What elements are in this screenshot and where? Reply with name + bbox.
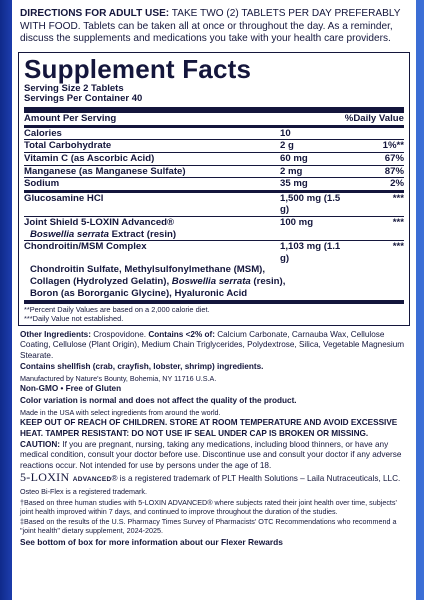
chondroitin-amount: 1,103 mg (1.1 g) [280, 241, 341, 264]
made-in: Made in the USA with select ingredients from around the world. [20, 407, 221, 417]
chondroitin-line3: Boron (as Bororganic Glycine), Hyaluronic Acid [30, 287, 248, 299]
facts-header-row [24, 113, 404, 125]
directions-dose: TAKE TWO (2) TABLETS PER DAY PREFERABLY WITH FOOD. [20, 8, 401, 32]
chondroitin-name: Chondroitin/MSM Complex [24, 241, 147, 253]
table-row [24, 165, 404, 178]
osteo-trademark: Osteo Bi-Flex is a registered trademark. [20, 487, 148, 497]
chondroitin-line2a: Collagen (Hydrolyzed Gelatin), [30, 275, 172, 287]
chondroitin-line2-italic: Boswellia serrata [171, 275, 251, 287]
nutrient-amount: 10 [280, 127, 291, 139]
table-row [24, 139, 404, 152]
nutrient-amount: 1,500 mg (1.5 g) [280, 192, 341, 216]
nutrient-dv: 67% [384, 152, 404, 164]
nutrient-name: Manganese (as Manganese Sulfate) [24, 165, 186, 177]
footnote-not-established: ***Daily Value not established. [24, 314, 124, 324]
nutrient-name: Total Carbohydrate [24, 140, 112, 152]
nutrient-dv: 1%** [382, 140, 404, 152]
nutrient-name: Sodium [24, 178, 60, 190]
shellfish-warning: Contains shellfish (crab, crayfish, lobster, shrimp) ingredients. [20, 362, 264, 372]
manufacturer: Manufactured by Nature's Bounty, Bohemia, NY 11716 U.S.A. [20, 373, 217, 383]
serving-size: Serving Size 2 Tablets [24, 82, 124, 94]
table-row [24, 128, 404, 140]
trademark-notice: 5-LOXIN ADVANCED® is a registered trademark of PLT Health Solutions – Laila Nutraceuticals, LLC. [20, 470, 401, 485]
nutrient-amount: 35 mg [280, 178, 308, 190]
caution-label: CAUTION: [20, 440, 61, 450]
chondroitin-components [24, 264, 404, 299]
joint-shield-amount: 100 mg [280, 216, 314, 228]
daily-value-header: %Daily Value [344, 112, 404, 124]
study-footnote: †Based on three human studies with 5-LOXIN ADVANCED® where subjects rated their joint health over time, subjects' joint health improved within 7 days, and continued to improve throughout the duration of the studies. [20, 497, 397, 516]
nutrient-name: Glucosamine HCl [24, 192, 104, 204]
nutrient-dv: 87% [384, 165, 404, 177]
joint-shield-dv: *** [392, 216, 404, 228]
label-panel [12, 0, 416, 600]
nutrient-name: Calories [24, 127, 62, 139]
other-ingredients-label: Other Ingredients: [20, 330, 91, 340]
chondroitin-dv: *** [392, 241, 404, 253]
non-gmo: Non-GMO • Free of Gluten [20, 384, 122, 394]
label-body-text [12, 326, 416, 547]
loxin-logo: 5-LOXIN ADVANCED [20, 470, 112, 485]
survey-footnote: ‡Based on the results of the U.S. Pharmacy Times Survey of Pharmacists' OTC Recommendations who recommend a "joint health" dietary supplement, 2024-2025. [20, 517, 397, 536]
nutrient-amount: 2 g [280, 140, 294, 152]
nutrient-amount: 2 mg [280, 165, 303, 177]
nutrient-rows [24, 128, 404, 190]
other-ingredients: Other Ingredients: Crospovidone. Contains <2% of: Calcium Carbonate, Carnauba Wax, Cellulose Coating, Cellulose (Plant Origin), Medium Chain Triglycerides, Polydextrose, Silica, Vegetable Magnesium Stearate. [20, 330, 405, 360]
table-row [24, 152, 404, 165]
nutrient-name: Vitamin C (as Ascorbic Acid) [24, 152, 155, 164]
directions-rest: Tablets can be taken all at once or throughout the day. As a reminder, discuss the supplements and medications you take with your health care providers. [20, 20, 393, 45]
footnote-daily-values: **Percent Daily Values are based on a 2,000 calorie diet. [24, 305, 210, 315]
nutrient-amount: 60 mg [280, 152, 308, 164]
color-variation: Color variation is normal and does not affect the quality of the product. [20, 396, 297, 406]
chondroitin-line1: Chondroitin Sulfate, Methylsulfonylmethane (MSM), [30, 264, 266, 276]
caution: CAUTION: If you are pregnant, nursing, taking any medications, including blood thinners, or have any medical condition, consult your doctor before use. Discontinue use and consult your doctor if any adverse reactions occur. Not intended for use by persons under the age of 18. [20, 440, 402, 470]
directions-heading: DIRECTIONS FOR ADULT USE: [20, 8, 170, 19]
nutrient-dv: 2% [390, 178, 404, 190]
amount-per-serving-header: Amount Per Serving [24, 112, 117, 124]
boswellia-italic: Boswellia serrata [30, 228, 109, 240]
chondroitin-line2b: (resin), [250, 275, 286, 287]
table-row [24, 177, 404, 190]
supplement-facts-title: Supplement Facts [24, 53, 252, 84]
joint-shield-sub: Extract (resin) [108, 228, 177, 240]
contains-label: Contains <2% of: [148, 330, 215, 340]
table-row [24, 240, 404, 264]
joint-shield-name: Joint Shield 5-LOXIN Advanced® [24, 216, 175, 228]
supplement-facts-box [18, 52, 410, 326]
nutrient-dv: *** [392, 192, 404, 204]
keep-out-warning: KEEP OUT OF REACH OF CHILDREN. STORE AT ROOM TEMPERATURE AND AVOID EXCESSIVE HEAT. TAMPER RESISTANT: DO NOT USE IF SEAL UNDER CAP IS BROKEN OR MISSING. [20, 418, 398, 438]
table-row [24, 216, 404, 240]
table-row [24, 193, 404, 216]
directions-section [12, 0, 416, 46]
glucosamine-rows [24, 193, 404, 216]
rewards-note: See bottom of box for more information about our Flexer Rewards [20, 536, 283, 547]
footnotes [24, 304, 404, 325]
servings-per-container: Servings Per Container 40 [24, 93, 143, 105]
